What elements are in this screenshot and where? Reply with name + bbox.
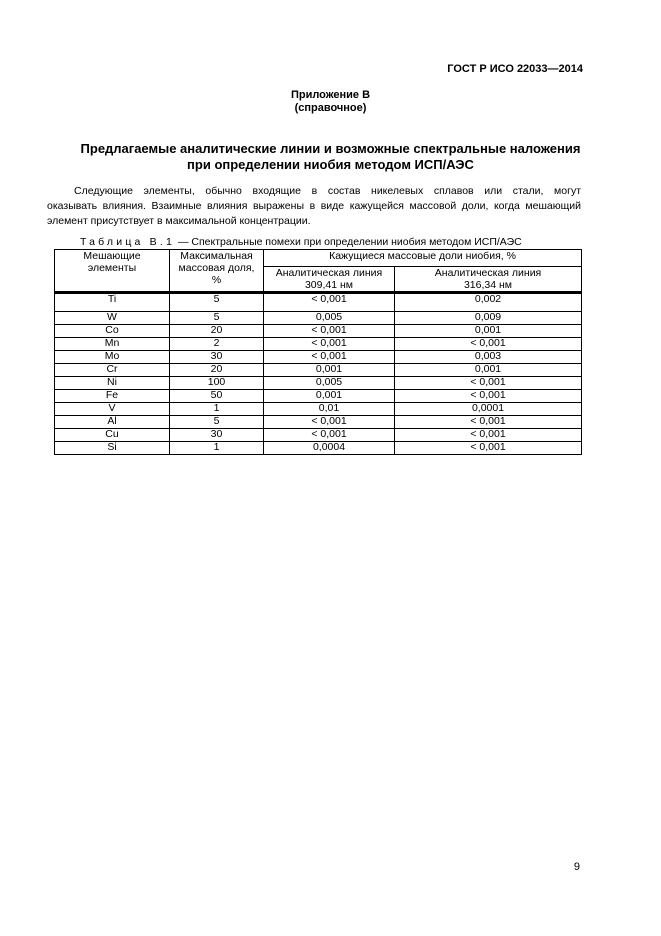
table-row bbox=[55, 377, 582, 390]
cell-element: Fe bbox=[55, 390, 170, 403]
section-title-line-2: при определении ниобия методом ИСП/АЭС bbox=[187, 157, 474, 172]
cell-line-316: 0,001 bbox=[395, 364, 582, 377]
header-line-316: Аналитическая линия 316,34 нм bbox=[395, 267, 582, 293]
page-number: 9 bbox=[573, 861, 580, 873]
cell-line-309: < 0,001 bbox=[264, 338, 395, 351]
header-element: Мешающие элементы bbox=[55, 250, 170, 293]
table-caption-text: — Спектральные помехи при определении ниобия методом ИСП/АЭС bbox=[177, 236, 522, 248]
cell-line-316: 0,003 bbox=[395, 351, 582, 364]
cell-element: Si bbox=[55, 442, 170, 455]
table-caption bbox=[80, 236, 522, 248]
cell-line-309: 0,001 bbox=[264, 364, 395, 377]
header-line-309: Аналитическая линия 309,41 нм bbox=[264, 267, 395, 293]
cell-line-309: < 0,001 bbox=[264, 293, 395, 312]
cell-max-fraction: 5 bbox=[170, 293, 264, 312]
cell-element: Cr bbox=[55, 364, 170, 377]
cell-element: Mo bbox=[55, 351, 170, 364]
table-row bbox=[55, 325, 582, 338]
section-title bbox=[40, 141, 621, 173]
cell-line-316: 0,002 bbox=[395, 293, 582, 312]
cell-max-fraction: 1 bbox=[170, 442, 264, 455]
cell-line-309: < 0,001 bbox=[264, 325, 395, 338]
table-row bbox=[55, 312, 582, 325]
cell-line-316: < 0,001 bbox=[395, 429, 582, 442]
cell-line-316: < 0,001 bbox=[395, 377, 582, 390]
table-row bbox=[55, 442, 582, 455]
cell-max-fraction: 1 bbox=[170, 403, 264, 416]
intro-paragraph-line-1: Следующие элементы, обычно входящие в состав никелевых сплавов или стали, могут bbox=[74, 185, 581, 197]
table-body bbox=[55, 293, 582, 455]
cell-element: Mn bbox=[55, 338, 170, 351]
interference-table bbox=[54, 249, 582, 455]
cell-line-316: < 0,001 bbox=[395, 338, 582, 351]
table-row bbox=[55, 351, 582, 364]
table-caption-label: Таблица В.1 bbox=[80, 236, 176, 248]
cell-line-316: 0,001 bbox=[395, 325, 582, 338]
cell-element: Ti bbox=[55, 293, 170, 312]
cell-element: Co bbox=[55, 325, 170, 338]
cell-max-fraction: 30 bbox=[170, 351, 264, 364]
cell-element: Ni bbox=[55, 377, 170, 390]
cell-max-fraction: 100 bbox=[170, 377, 264, 390]
cell-max-fraction: 20 bbox=[170, 364, 264, 377]
cell-line-316: 0,0001 bbox=[395, 403, 582, 416]
cell-max-fraction: 30 bbox=[170, 429, 264, 442]
appendix-subtitle: (справочное) bbox=[294, 102, 367, 114]
cell-line-309: 0,005 bbox=[264, 312, 395, 325]
cell-line-309: < 0,001 bbox=[264, 416, 395, 429]
cell-line-316: < 0,001 bbox=[395, 416, 582, 429]
cell-element: W bbox=[55, 312, 170, 325]
appendix-title: Приложение В bbox=[290, 89, 371, 101]
table-row bbox=[55, 293, 582, 312]
cell-element: V bbox=[55, 403, 170, 416]
cell-line-309: 0,001 bbox=[264, 390, 395, 403]
table-row bbox=[55, 429, 582, 442]
cell-max-fraction: 2 bbox=[170, 338, 264, 351]
intro-paragraph-rest: оказывать влияния. Взаимные влияния выражены в виде кажущейся массовой доли, когда мешающий элемент присутствует в максимальной концентрации. bbox=[47, 200, 581, 227]
cell-line-316: < 0,001 bbox=[395, 390, 582, 403]
appendix-heading bbox=[0, 89, 661, 115]
cell-element: Cu bbox=[55, 429, 170, 442]
table-row bbox=[55, 416, 582, 429]
cell-line-309: 0,0004 bbox=[264, 442, 395, 455]
cell-line-309: 0,005 bbox=[264, 377, 395, 390]
cell-line-316: 0,009 bbox=[395, 312, 582, 325]
cell-max-fraction: 5 bbox=[170, 416, 264, 429]
cell-max-fraction: 50 bbox=[170, 390, 264, 403]
section-title-line-1: Предлагаемые аналитические линии и возможные спектральные наложения bbox=[80, 141, 581, 156]
header-apparent-fraction: Кажущиеся массовые доли ниобия, % bbox=[264, 250, 582, 267]
table-row bbox=[55, 364, 582, 377]
cell-max-fraction: 20 bbox=[170, 325, 264, 338]
cell-max-fraction: 5 bbox=[170, 312, 264, 325]
cell-line-316: < 0,001 bbox=[395, 442, 582, 455]
document-code: ГОСТ Р ИСО 22033—2014 bbox=[447, 63, 583, 75]
cell-line-309: < 0,001 bbox=[264, 429, 395, 442]
header-max-fraction: Максимальная массовая доля, % bbox=[170, 250, 264, 293]
table-row bbox=[55, 390, 582, 403]
intro-paragraph bbox=[47, 184, 581, 229]
cell-line-309: < 0,001 bbox=[264, 351, 395, 364]
cell-line-309: 0,01 bbox=[264, 403, 395, 416]
table-row bbox=[55, 403, 582, 416]
cell-element: Al bbox=[55, 416, 170, 429]
table-row bbox=[55, 338, 582, 351]
